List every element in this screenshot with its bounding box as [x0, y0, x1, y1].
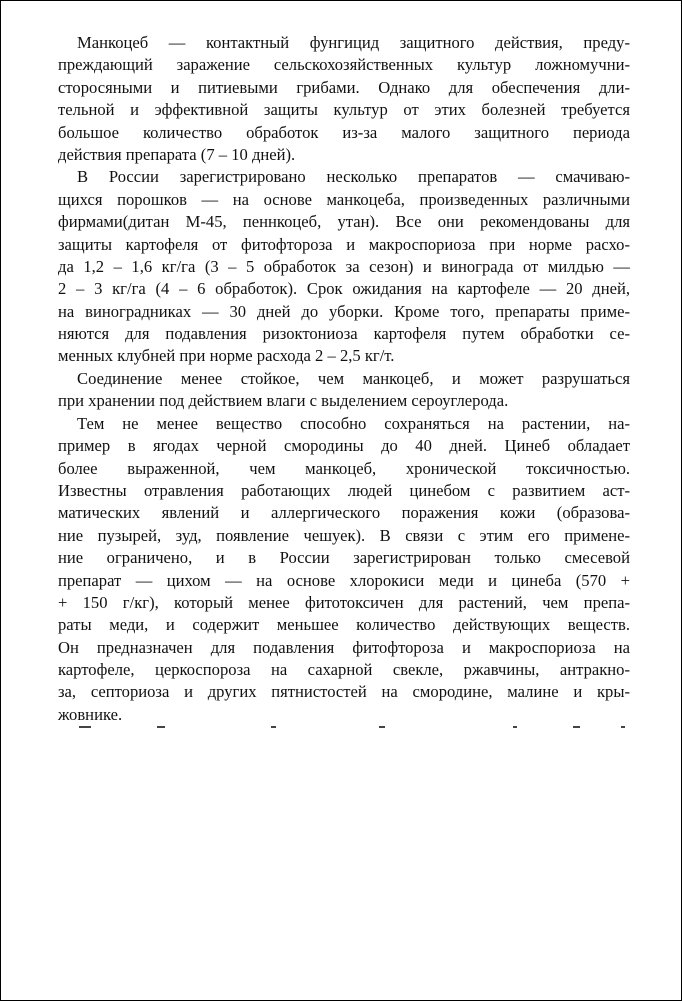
- text-line: тельной и эффективной защиты культур от этих болезней требуется: [58, 100, 630, 120]
- text-line: ние пузырей, зуд, появление чешуек). В связи с этим его примене-: [58, 525, 630, 545]
- text-line: 2 – 3 кг/га (4 – 6 обработок). Срок ожидания на картофеле — 20 дней,: [58, 279, 630, 299]
- text-line: Тем не менее вещество способно сохраняться на растении, на-: [77, 413, 630, 433]
- text-line: щихся порошков — на основе манкоцеба, произведенных различными: [58, 189, 630, 209]
- text-line: В России зарегистрировано несколько препаратов — смачиваю-: [77, 167, 630, 187]
- text-block-mancozeb: [58, 32, 630, 368]
- text-line: за, септориоза и других пятнистостей на смородине, малине и кры-: [58, 682, 630, 702]
- text-line: раты меди, и содержит меньшее количество действующих веществ.: [58, 615, 630, 635]
- text-line: защиты картофеля от фитофтороза и макроспориоза при норме расхо-: [58, 234, 630, 254]
- text-line: картофеле, церкоспороза на сахарной свекле, ржавчины, антракно-: [58, 660, 630, 680]
- text-line: сторосяными и питиевыми грибами. Однако для обеспечения дли-: [58, 77, 630, 97]
- text-line: при хранении под действием влаги с выделением сероуглерода.: [58, 391, 509, 411]
- text-line: препарат — цихом — на основе хлорокиси меди и цинеба (570 +: [58, 570, 630, 590]
- text-line: большое количество обработок из-за малого защитного периода: [58, 122, 630, 142]
- text-line: пример в ягодах черной смородины до 40 дней. Цинеб обладает: [58, 436, 630, 456]
- text-block-zineb: [58, 368, 630, 726]
- text-line: няются для подавления ризоктониоза картофеля путем обработки се-: [58, 324, 630, 344]
- text-line: жовнике.: [58, 704, 123, 724]
- text-line: Соединение менее стойкое, чем манкоцеб, и может разрушаться: [77, 369, 630, 388]
- text-line: действия препарата (7 – 10 дней).: [58, 144, 296, 164]
- text-line: Известны отравления работающих людей цинебом с развитием аст-: [58, 480, 630, 500]
- text-line: + 150 г/кг), который менее фитотоксичен для растений, чем препа-: [58, 592, 630, 612]
- text-line: да 1,2 – 1,6 кг/га (3 – 5 обработок за сезон) и винограда от милдью —: [58, 256, 630, 276]
- cropped-text-fragment: [61, 723, 627, 731]
- text-line: ние ограничено, и в России зарегистрирован только смесевой: [58, 548, 630, 568]
- text-line: на виноградниках — 30 дней до уборки. Кроме того, препараты приме-: [58, 301, 630, 321]
- text-line: менных клубней при норме расхода 2 – 2,5 кг/т.: [58, 346, 395, 366]
- text-line: Он предназначен для подавления фитофтороза и макроспориоза на: [58, 637, 630, 657]
- text-line: фирмами(дитан М-45, пеннкоцеб, утан). Все они рекомендованы для: [58, 212, 630, 232]
- text-line: матических явлений и аллергического поражения кожи (образова-: [58, 503, 630, 523]
- text-line: более выраженной, чем манкоцеб, хронической токсичностью.: [58, 458, 630, 478]
- text-line: Манкоцеб — контактный фунгицид защитного действия, преду-: [77, 33, 630, 52]
- text-line: преждающий заражение сельскохозяйственных культур ложномучни-: [58, 55, 630, 75]
